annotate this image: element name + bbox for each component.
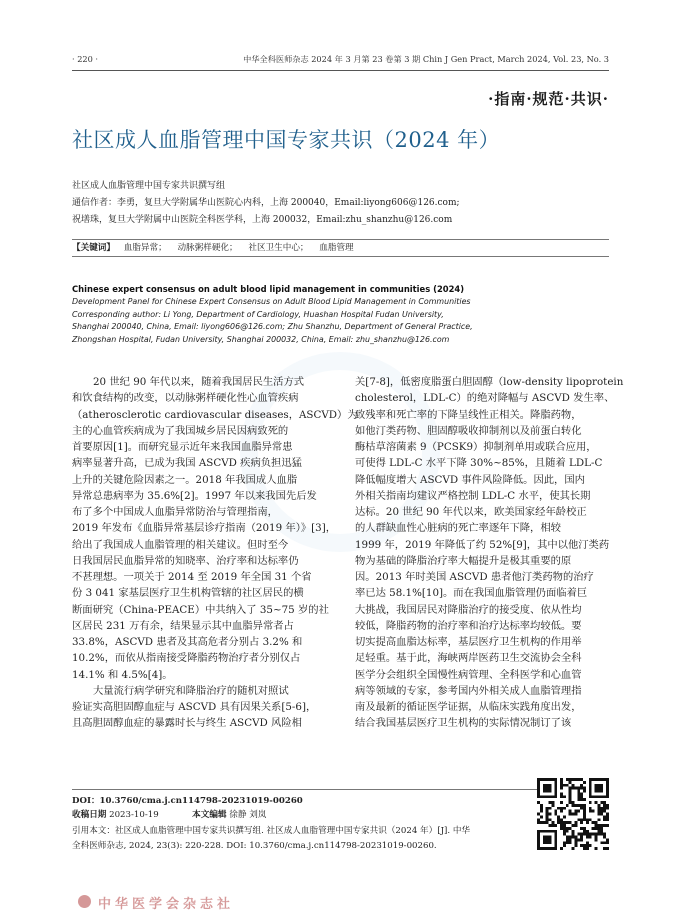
doi-line[interactable] [72, 794, 303, 808]
citation-line-1: 引用本文：社区成人血脂管理中国专家共识撰写组. 社区成人血脂管理中国专家共识（2024 年）[J]. 中华 [72, 826, 471, 836]
english-author-line: Zhongshan Hospital, Fudan University, Shanghai 200032, China, Email: zhu_shanzhu@126.com [72, 334, 450, 344]
body-text-line: 的人群缺血性心脏病的死亡率逐年下降，相较 [355, 522, 561, 535]
body-text-line: 较低，降脂药物的治疗率和治疗达标率均较低。要 [355, 619, 582, 632]
journal-info: 中华全科医师杂志 2024 年 3 月第 23 卷第 3 期 Chin J Gen Pract, March 2024, Vol. 23, No. 3 [243, 54, 609, 64]
publisher-logo-icon [78, 895, 91, 908]
body-text-line: 10.2%，而依从指南接受降脂药物治疗者分别仅占 [72, 652, 301, 665]
article-title: 社区成人血脂管理中国专家共识（2024 年） [72, 128, 501, 152]
body-text-line: 断面研究（China-PEACE）中共纳入了 35~75 岁的社 [72, 603, 329, 616]
english-author-line: Corresponding author: Li Yong, Department of Cardiology, Huashan Hospital Fudan University, [72, 309, 444, 319]
body-text-line: 布了多个中国成人血脂异常防治与管理指南， [72, 506, 278, 518]
body-text-line: 20 世纪 90 年代以来，随着我国居民生活方式 [93, 376, 305, 388]
publisher-brand [28, 893, 588, 912]
body-column-right [355, 374, 624, 732]
body-text-line: 切实提高血脂达标率，基层医疗卫生机构的作用举 [355, 636, 582, 648]
body-text-line: 外相关指南均建议严格控制 LDL-C 水平，使其长期 [355, 489, 591, 502]
body-text-line: 不甚理想。一项关于 2014 至 2019 年全国 31 个省 [72, 571, 312, 583]
citation-line-2[interactable]: 全科医师杂志, 2024, 23(3): 220-228. DOI: 10.3760/cma.j.cn114798-20231019-00260. [72, 841, 437, 851]
body-text-line: 病等领域的专家，参考国内外相关成人血脂管理指 [355, 684, 582, 697]
keyword-item[interactable]: 动脉粥样硬化； [177, 243, 238, 253]
body-text-line: 南及最新的循证医学证据，从临床实践角度出发， [355, 701, 582, 713]
body-text-line: 致残率和死亡率的下降呈线性正相关。降脂药物， [355, 408, 582, 421]
body-text-line: 如他汀类药物、胆固醇吸收抑制剂以及前蛋白转化 [355, 424, 582, 437]
english-author-line: Shanghai 200040, China, Email: liyong606@126.com; Zhu Shanzhu, Department of General Practice, [72, 322, 473, 331]
doi-text[interactable]: DOI：10.3760/cma.j.cn114798-20231019-00260 [72, 796, 303, 806]
body-text-line: 首要原因[1]。而研究显示近年来我国血脂异常患 [72, 441, 293, 453]
body-text-line: 达标。20 世纪 90 年代以来，欧美国家经年龄校正 [355, 506, 587, 518]
body-text-line: 可使得 LDL-C 水平下降 30%~85%，且随着 LDL-C [355, 457, 603, 470]
body-text-line: 区居民 231 万有余，结果显示其中血脂异常者占 [72, 619, 294, 632]
corresponding-author-1: 通信作者：李勇，复旦大学附属华山医院心内科，上海 200040，Email:liyong606@126.com; [72, 198, 460, 208]
body-text-line: 验证实高胆固醇血症与 ASCVD 具有因果关系[5-6]， [72, 701, 317, 713]
body-text-line: （atherosclerotic cardiovascular diseases，ASCVD）为 [72, 408, 358, 421]
footer-divider [72, 789, 609, 790]
body-text-line: 给出了我国成人血脂管理的相关建议。但时至今 [72, 538, 289, 551]
body-text-line: 和饮食结构的改变，以动脉粥样硬化性心血管疾病 [72, 392, 299, 405]
body-text-line: 2019 年发布《血脂异常基层诊疗指南（2019 年）》[3]， [72, 522, 337, 535]
qr-code-graphic [537, 778, 609, 850]
body-text-line: 因。2013 年时美国 ASCVD 患者他汀类药物的治疗 [355, 571, 594, 583]
body-text-line: 大量流行病学研究和降脂治疗的随机对照试 [93, 684, 289, 697]
received-label: 收稿日期 [72, 810, 107, 820]
body-text-line: 酶枯草溶菌素 9（PCSK9）抑制剂单用或联合应用， [355, 441, 597, 453]
keyword-item[interactable]: 血脂管理 [319, 243, 354, 253]
body-text-line: 结合我国基层医疗卫生机构的实际情况制订了该 [355, 717, 572, 730]
keyword-item[interactable]: 血脂异常； [123, 243, 167, 253]
keyword-item[interactable]: 社区卫生中心； [248, 243, 309, 253]
body-text-line: 病率显著升高，已成为我国 ASCVD 疾病负担迅猛 [72, 457, 302, 470]
body-text-line: 日我国居民血脂异常的知晓率、治疗率和达标率仍 [72, 554, 299, 567]
body-text-line: 上升的关键危险因素之一。2018 年我国成人血脂 [72, 473, 298, 486]
received-date: 2023-10-19 [109, 810, 159, 820]
body-text-line: 异常总患病率为 35.6%[2]。1997 年以来我国先后发 [72, 489, 317, 502]
body-text-line: 足轻重。基于此，海峡两岸医药卫生交流协会全科 [355, 652, 582, 665]
header-divider [72, 70, 609, 71]
body-text-line: 率已达 58.1%[10]。而在我国血脂管理仍面临着巨 [355, 587, 588, 600]
column-tag: ·指南·规范·共识· [488, 90, 609, 108]
body-text-line: 关[7-8]，低密度脂蛋白胆固醇（low-density lipoprotein [355, 376, 624, 388]
editor-label: 本文编辑 [192, 810, 227, 820]
body-text-line: 33.8%，ASCVD 患者及其高危者分别占 3.2% 和 [72, 636, 303, 648]
body-text-line: 1999 年，2019 年降低了约 52%[9]，其中以他汀类药 [355, 538, 610, 551]
body-text-line: 份 3 041 家基层医疗卫生机构管辖的社区居民的横 [72, 587, 304, 600]
english-author-line: Development Panel for Chinese Expert Consensus on Adult Blood Lipid Management in Communities [72, 297, 471, 306]
body-text-line: 降低幅度增大 ASCVD 事件风险降低。因此，国内 [355, 473, 585, 486]
page-number: · 220 · [72, 54, 99, 64]
running-header [72, 54, 609, 68]
body-text-line: 14.1% 和 4.5%[4]。 [72, 668, 173, 681]
keywords-label: 【关键词】 [72, 243, 115, 253]
body-column-left [72, 374, 358, 732]
body-text-line: cholesterol，LDL-C）的绝对降幅与 ASCVD 发生率、 [355, 392, 615, 405]
body-text-line: 主的心血管疾病成为了我国城乡居民因病致死的 [72, 424, 289, 437]
corresponding-author-2: 祝墡珠，复旦大学附属中山医院全科医学科，上海 200032，Email:zhu_shanzhu@126.com [72, 215, 453, 225]
body-text-line: 且高胆固醇血症的暴露时长与终生 ASCVD 风险相 [72, 717, 302, 730]
body-text-line: 大挑战，我国居民对降脂治疗的接受度、依从性均 [355, 603, 582, 616]
publisher-name: 中华医学会杂志社 [98, 897, 235, 912]
received-editor-line [72, 808, 266, 822]
author-block [72, 178, 609, 229]
body-text-line: 医学分会组织全国慢性病管理、全科医学和心血管 [355, 668, 582, 681]
editor-names: 徐静 刘岚 [229, 810, 267, 820]
author-group: 社区成人血脂管理中国专家共识撰写组 [72, 181, 226, 191]
keywords-bar [72, 239, 609, 257]
qr-code-icon[interactable] [537, 778, 609, 850]
english-title: Chinese expert consensus on adult blood lipid management in communities (2024) [72, 284, 465, 294]
body-text-line: 物为基础的降脂治疗率大幅提升是极其重要的原 [355, 554, 572, 567]
english-abstract [72, 283, 609, 346]
